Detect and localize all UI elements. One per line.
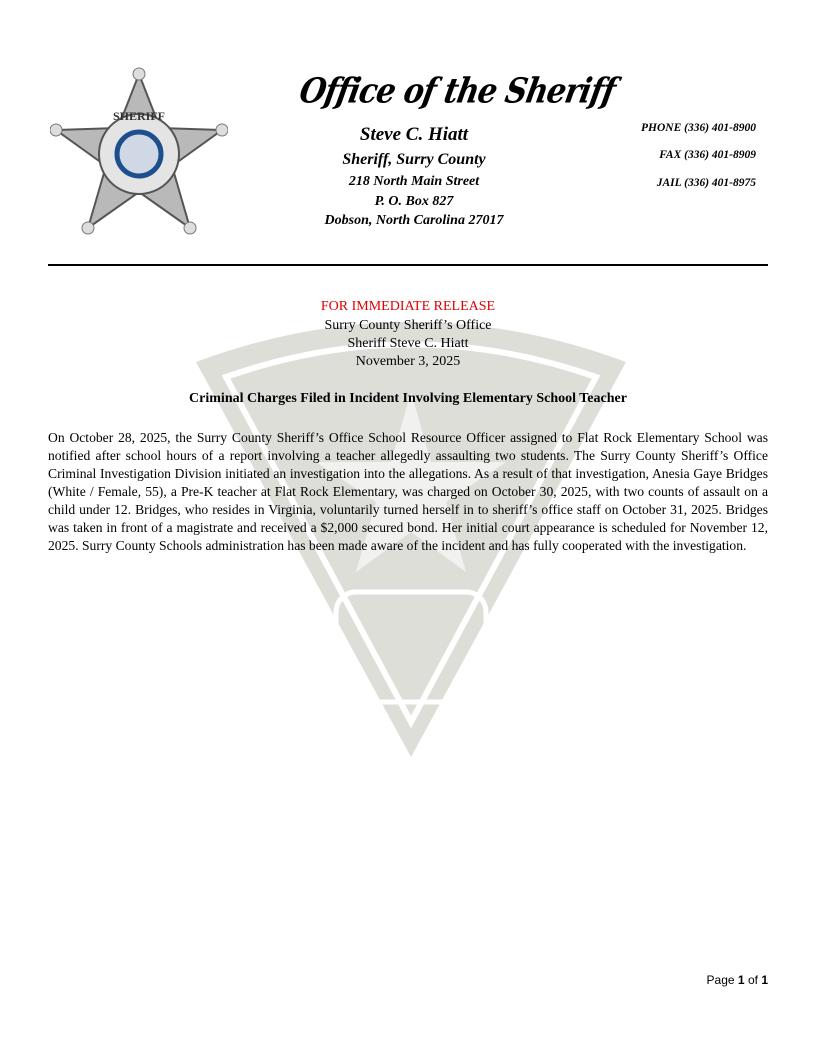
release-label: FOR IMMEDIATE RELEASE: [320, 299, 496, 314]
current-page: 1: [737, 973, 745, 987]
jail-number: JAIL (336) 401-8975: [656, 177, 756, 189]
office-script-title: Office of the Sheriff: [296, 71, 619, 112]
total-pages: 1: [761, 973, 768, 987]
svg-text:SHERIFF: SHERIFF: [112, 109, 166, 123]
release-office: Surry County Sheriff’s Office: [324, 318, 492, 333]
of-word: of: [747, 973, 758, 987]
release-date: November 3, 2025: [355, 354, 461, 369]
page-number: [707, 973, 768, 987]
sheriff-badge-logo: [50, 66, 228, 238]
address-street: 218 North Main Street: [348, 174, 480, 189]
release-sheriff: Sheriff Steve C. Hiatt: [347, 336, 469, 351]
header-divider: [48, 264, 768, 266]
fax-number: FAX (336) 401-8909: [659, 149, 756, 161]
address-po-box: P. O. Box 827: [374, 194, 454, 209]
page-word: Page: [706, 973, 735, 987]
phone-number: PHONE (336) 401-8900: [641, 122, 756, 134]
sheriff-title: Sheriff, Surry County: [342, 151, 486, 168]
sheriff-name: Steve C. Hiatt: [359, 124, 469, 145]
release-body: On October 28, 2025, the Surry County Sheriff’s Office School Resource Officer assigned to Flat Rock Elementary School was notified after school hours of a report involving a teacher allegedly assaulting two students. The Surry County Sheriff’s Office Criminal Investigation Division initiated an investigation into the allegations. As a result of that investigation, Anesia Gaye Bridges (White / Female, 55), a Pre-K teacher at Flat Rock Elementary, was charged on October 30, 2025, with two counts of assault on a child under 12. Bridges, who resides in Virginia, voluntarily turned herself in to sheriff’s office staff on October 31, 2025. Bridges was taken in front of a magistrate and received a $2,000 secured bond. Her initial court appearance is scheduled for November 12, 2025. Surry County Schools administration has been made aware of the incident and has fully cooperated with the investigation.: [48, 430, 768, 553]
address-city: Dobson, North Carolina 27017: [324, 213, 504, 228]
release-headline: Criminal Charges Filed in Incident Involving Elementary School Teacher: [189, 391, 627, 406]
